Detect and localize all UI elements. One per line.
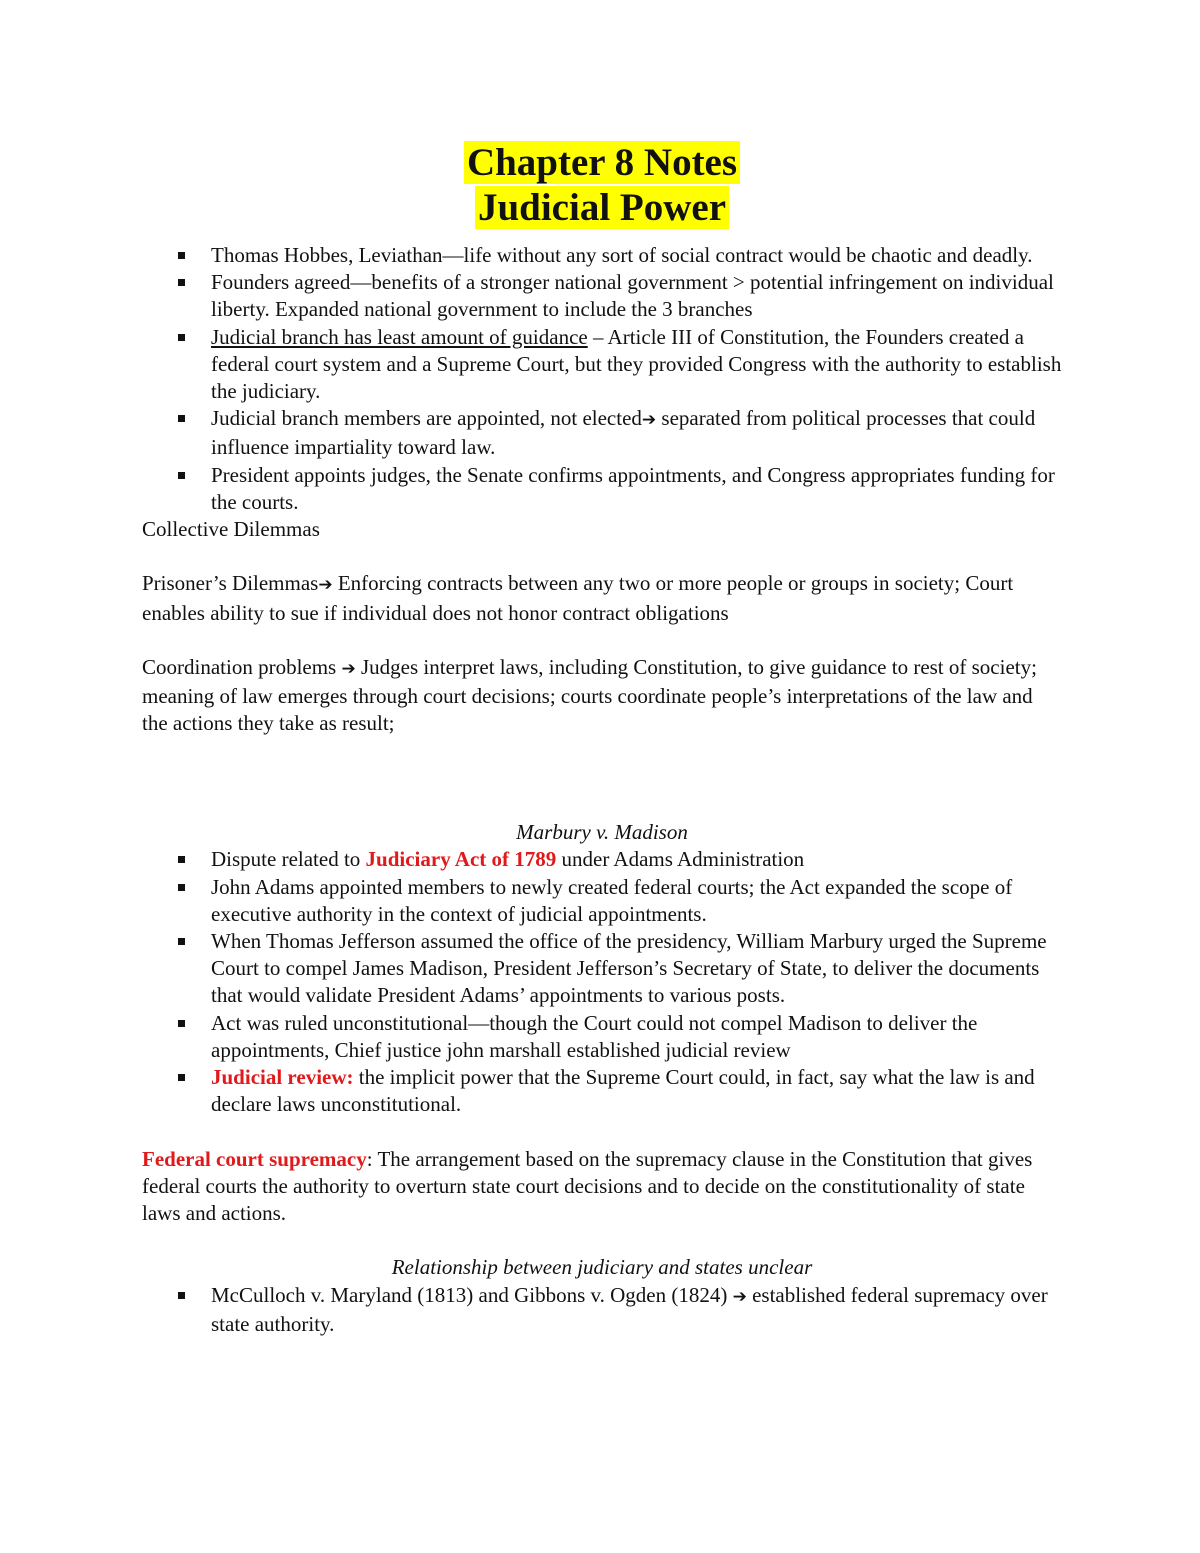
arrow-icon: ➔ bbox=[318, 575, 333, 596]
intro-bullet-list bbox=[142, 242, 1062, 516]
document-page bbox=[142, 140, 1062, 1338]
list-item: Thomas Hobbes, Leviathan—life without any sort of social contract would be chaotic and deadly. bbox=[211, 242, 1062, 269]
list-item: Judicial branch members are appointed, not elected➔ separated from political processes that could influence impartiality toward law. bbox=[211, 405, 1062, 461]
federal-court-supremacy-paragraph: Federal court supremacy: The arrangement based on the supremacy clause in the Constitution that gives federal courts the authority to overturn state court decisions and to decide on the constitutionality of state laws and actions. bbox=[142, 1146, 1033, 1226]
arrow-icon: ➔ bbox=[341, 659, 356, 680]
relationship-bullet-list bbox=[142, 1282, 1062, 1338]
marbury-heading: Marbury v. Madison bbox=[516, 820, 688, 845]
arrow-icon: ➔ bbox=[641, 410, 657, 431]
prisoners-dilemma-paragraph: Prisoner’s Dilemmas➔ Enforcing contracts between any two or more people or groups in society; Court enables ability to sue if individual does not honor contract obligations bbox=[142, 571, 1014, 625]
key-term: Judicial review: bbox=[211, 1065, 354, 1090]
chapter-subtitle: Judicial Power bbox=[475, 186, 729, 229]
relationship-heading: Relationship between judiciary and states unclear bbox=[391, 1255, 813, 1280]
list-item: President appoints judges, the Senate confirms appointments, and Congress appropriates funding for the courts. bbox=[211, 462, 1062, 516]
list-item: Dispute related to Judiciary Act of 1789 under Adams Administration bbox=[211, 846, 1062, 873]
arrow-icon: ➔ bbox=[732, 1286, 747, 1307]
key-term: Judiciary Act of 1789 bbox=[365, 847, 557, 872]
collective-dilemmas-heading: Collective Dilemmas bbox=[142, 517, 320, 542]
marbury-bullet-list bbox=[142, 846, 1062, 1118]
list-item: Act was ruled unconstitutional—though the Court could not compel Madison to deliver the appointments, Chief justice john marshall established judicial review bbox=[211, 1010, 1062, 1064]
key-term: Federal court supremacy bbox=[142, 1146, 367, 1171]
list-item: When Thomas Jefferson assumed the office of the presidency, William Marbury urged the Supreme Court to compel James Madison, President Jefferson’s Secretary of State, to deliver the documents that would validate President Adams’ appointments to various posts. bbox=[211, 928, 1062, 1010]
coordination-problems-paragraph: Coordination problems ➔ Judges interpret laws, including Constitution, to give guidance to rest of society; meaning of law emerges through court decisions; courts coordinate people’s interpretations of the law and the actions they take as result; bbox=[142, 655, 1037, 736]
title-block bbox=[142, 140, 1062, 230]
underlined-phrase: Judicial branch has least amount of guidance bbox=[211, 324, 588, 349]
list-item: John Adams appointed members to newly created federal courts; the Act expanded the scope of executive authority in the context of judicial appointments. bbox=[211, 874, 1062, 928]
chapter-title: Chapter 8 Notes bbox=[464, 141, 740, 184]
list-item: Judicial review: the implicit power that the Supreme Court could, in fact, say what the law is and declare laws unconstitutional. bbox=[211, 1064, 1062, 1118]
list-item: Judicial branch has least amount of guidance – Article III of Constitution, the Founders created a federal court system and a Supreme Court, but they provided Congress with the authority to establish the judiciary. bbox=[211, 324, 1062, 406]
list-item: McCulloch v. Maryland (1813) and Gibbons v. Ogden (1824) ➔ established federal supremacy over state authority. bbox=[211, 1282, 1062, 1338]
list-item: Founders agreed—benefits of a stronger national government > potential infringement on individual liberty. Expanded national government to include the 3 branches bbox=[211, 269, 1062, 323]
